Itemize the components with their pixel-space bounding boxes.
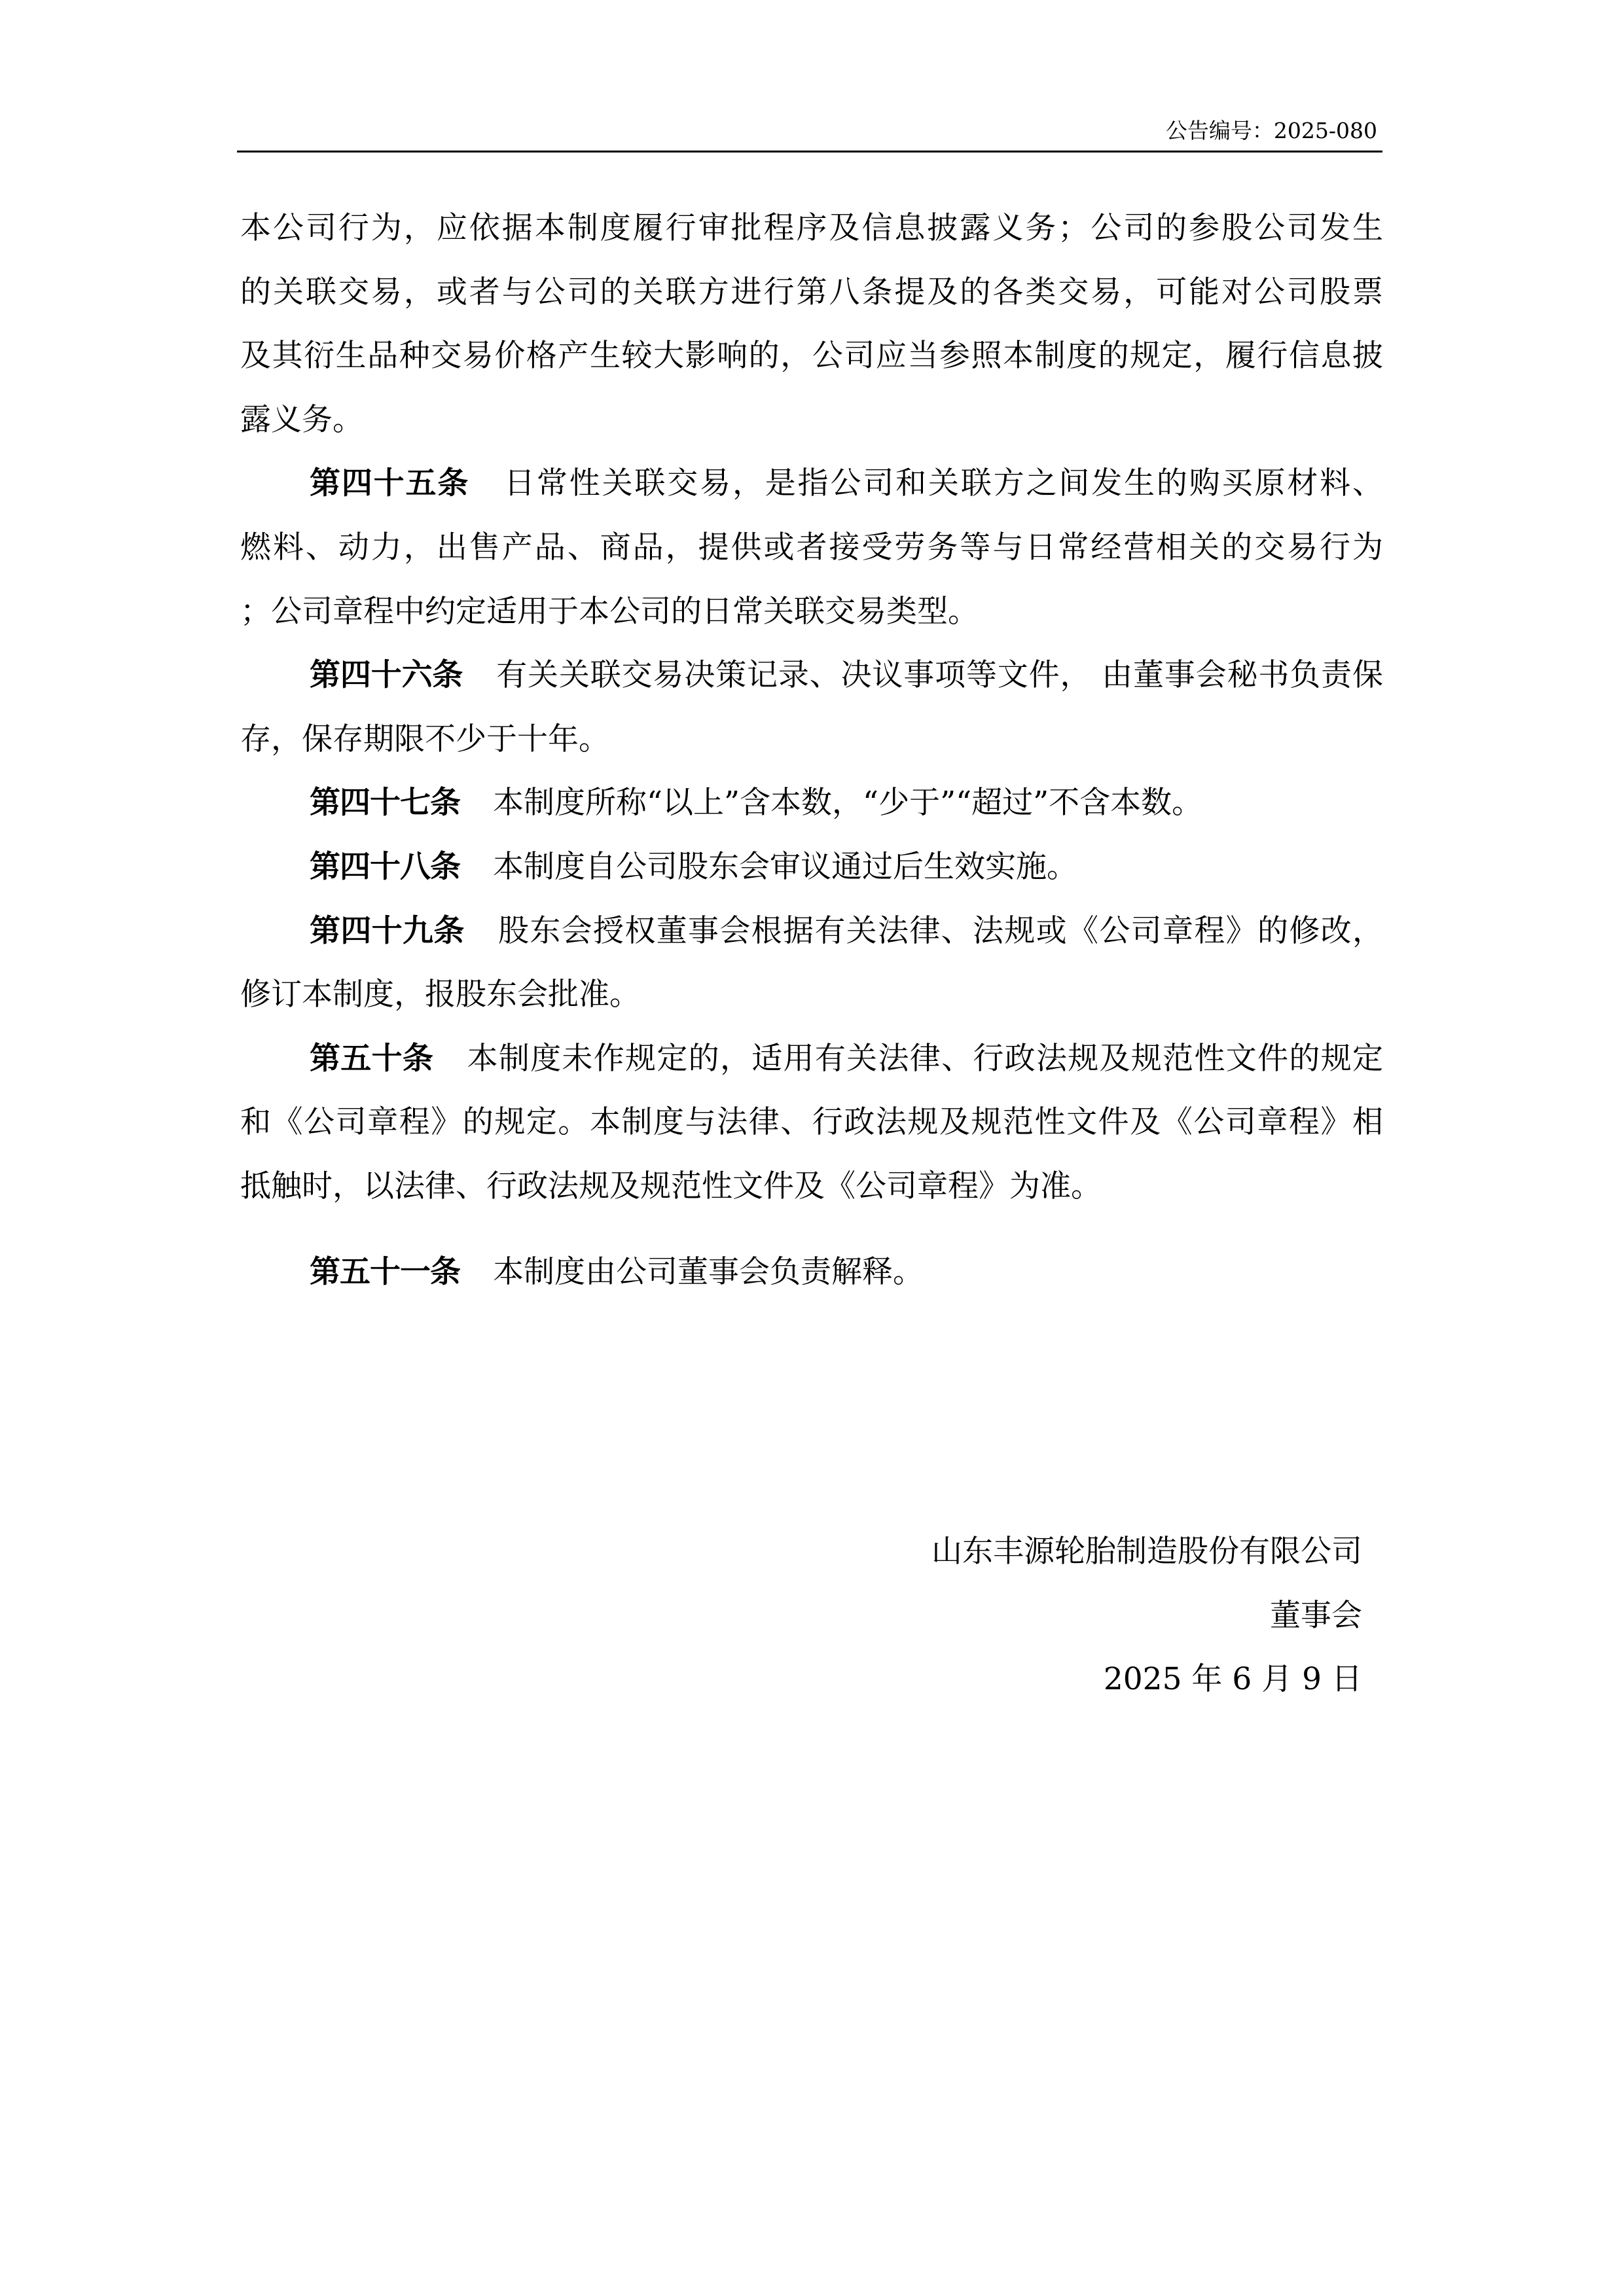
text-line: ；公司章程中约定适用于本公司的日常关联交易类型。 <box>240 593 979 630</box>
article-title: 第四十五条 <box>310 465 470 502</box>
text-line <box>240 771 1383 835</box>
article-47 <box>240 771 1383 835</box>
article-45 <box>240 452 1383 643</box>
article-title: 第五十一条 <box>310 1253 460 1290</box>
text-line: 抵触时，以法律、行政法规及规范性文件及《公司章程》为准。 <box>240 1168 1102 1204</box>
article-text: 本制度自公司股东会审议通过后生效实施。 <box>493 848 1077 885</box>
article-text: 本制度所称“以上”含本数，“少于”“超过”不含本数。 <box>493 785 1203 821</box>
document-body <box>240 196 1383 1304</box>
continuation-paragraph <box>240 196 1383 452</box>
article-51 <box>240 1240 1383 1304</box>
article-text: 本制度由公司董事会负责解释。 <box>493 1253 924 1290</box>
text-line: 存，保存期限不少于十年。 <box>240 721 609 757</box>
article-46 <box>240 643 1383 771</box>
article-text: 本制度未作规定的，适用有关法律、行政法规及规范性文件的规定 <box>466 1040 1384 1077</box>
text-line: 露义务。 <box>240 401 363 438</box>
text-line <box>240 835 1383 899</box>
article-text: 有关关联交易决策记录、决议事项等文件， 由董事会秘书负责保 <box>496 657 1383 694</box>
article-text: 日常性关联交易，是指公司和关联方之间发生的购买原材料、 <box>502 465 1383 502</box>
text-line: 的关联交易，或者与公司的关联方进行第八条提及的各类交易，可能对公司股票 <box>240 274 1383 310</box>
article-title: 第四十七条 <box>310 785 460 821</box>
announcement-number: 公告编号：2025-080 <box>1165 118 1377 143</box>
text-line: 本公司行为，应依据本制度履行审批程序及信息披露义务；公司的参股公司发生 <box>240 210 1383 246</box>
text-line: 及其衍生品种交易价格产生较大影响的，公司应当参照本制度的规定，履行信息披 <box>240 338 1383 374</box>
article-title: 第五十条 <box>310 1040 434 1077</box>
article-50 <box>240 1027 1383 1219</box>
text-line <box>240 1027 1383 1091</box>
text-line: 和《公司章程》的规定。本制度与法律、行政法规及规范性文件及《公司章程》相 <box>240 1104 1383 1141</box>
signature-date: 2025 年 6 月 9 日 <box>1103 1661 1362 1698</box>
article-text: 股东会授权董事会根据有关法律、法规或《公司章程》的修改， <box>497 912 1384 949</box>
company-name: 山东丰源轮胎制造股份有限公司 <box>931 1534 1362 1570</box>
text-line: 修订本制度，报股东会批准。 <box>240 977 640 1013</box>
text-line <box>240 899 1383 963</box>
article-title: 第四十六条 <box>310 657 463 694</box>
article-48 <box>240 835 1383 899</box>
board-name: 董事会 <box>1270 1597 1362 1634</box>
text-line: 燃料、动力，出售产品、商品，提供或者接受劳务等与日常经营相关的交易行为 <box>240 529 1383 565</box>
signature-block <box>931 1520 1362 1712</box>
article-49 <box>240 899 1383 1027</box>
text-line <box>240 1240 1383 1304</box>
page-header <box>237 113 1382 152</box>
article-title: 第四十八条 <box>310 848 460 885</box>
article-title: 第四十九条 <box>310 912 465 949</box>
text-line <box>240 452 1383 516</box>
text-line <box>240 643 1383 708</box>
